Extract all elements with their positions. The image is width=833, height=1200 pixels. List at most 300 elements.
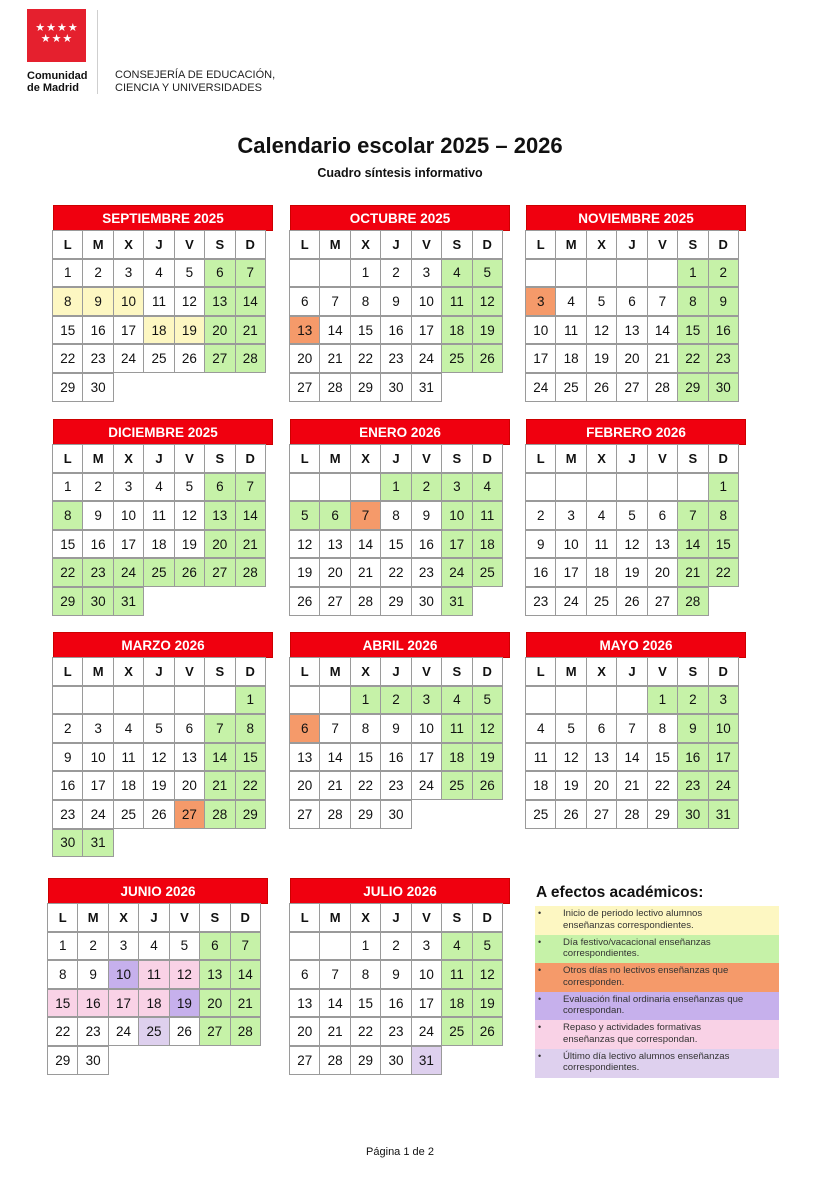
empty-day [616,259,647,288]
day-cell: 23 [525,587,556,616]
weekday-label: M [555,657,586,686]
blank-slot [240,830,271,859]
blank-slot [145,830,176,859]
day-cell: 23 [708,344,739,373]
day-cell: 31 [411,373,442,402]
day-cell: 28 [319,373,350,402]
empty-day [52,686,83,715]
week-row [290,588,510,617]
empty-day [113,686,144,715]
week-row [290,687,510,716]
day-cell: 11 [586,530,617,559]
day-cell: 1 [350,932,381,961]
page-number: Página 1 de 2 [366,1146,434,1158]
blank-slot [140,1047,171,1076]
day-cell: 8 [350,960,381,989]
page-subtitle: Cuadro síntesis informativo [317,166,483,180]
week-row [53,288,273,317]
day-cell: 4 [441,932,472,961]
day-cell: 22 [350,344,381,373]
day-cell: 7 [350,501,381,530]
weekday-label: S [677,230,708,259]
day-cell: 27 [319,587,350,616]
blank-slot [207,588,238,617]
day-cell: 21 [677,558,708,587]
day-cell: 28 [677,587,708,616]
day-cell: 2 [82,473,113,502]
day-cell: 3 [411,259,442,288]
weekday-label: L [525,444,556,473]
day-cell: 13 [174,743,205,772]
day-cell: 24 [555,587,586,616]
day-cell: 27 [586,800,617,829]
day-cell: 27 [174,800,205,829]
day-cell: 11 [143,287,174,316]
week-row [526,559,746,588]
day-cell: 29 [235,800,266,829]
day-cell: 17 [113,316,144,345]
day-cell: 15 [647,743,678,772]
day-cell: 30 [77,1046,108,1075]
empty-day [204,686,235,715]
day-cell: 31 [82,829,113,858]
week-row [48,1018,268,1047]
day-cell: 16 [52,771,83,800]
empty-day [289,686,320,715]
day-cell: 6 [204,473,235,502]
blank-slot [412,801,443,830]
day-cell: 17 [708,743,739,772]
day-cell: 1 [708,473,739,502]
day-cell: 16 [82,530,113,559]
day-cell: 1 [235,686,266,715]
weekday-row [526,658,746,687]
day-cell: 1 [350,686,381,715]
week-row [290,715,510,744]
weekday-label: M [77,903,108,932]
weekday-label: S [204,657,235,686]
legend-item-repaso [535,1020,779,1049]
weekday-label: V [411,657,442,686]
day-cell: 8 [647,714,678,743]
weekday-label: D [472,657,503,686]
day-cell: 1 [350,259,381,288]
day-cell: 26 [472,1017,503,1046]
month-1 [53,205,273,403]
day-cell: 16 [82,316,113,345]
legend-text-line-1: Repaso y actividades formativas [563,1022,702,1034]
day-cell: 12 [169,960,200,989]
day-cell: 8 [47,960,78,989]
weekday-label: V [174,657,205,686]
day-cell: 1 [52,473,83,502]
blank-slot [239,588,270,617]
day-cell: 23 [380,771,411,800]
weekday-label: V [411,903,442,932]
day-cell: 8 [235,714,266,743]
week-row [53,531,273,560]
day-cell: 12 [586,316,617,345]
legend-text-line-2: correspondientes. [563,948,640,960]
week-row [290,317,510,346]
week-row [290,961,510,990]
day-cell: 5 [472,686,503,715]
day-cell: 19 [472,989,503,1018]
day-cell: 24 [441,558,472,587]
day-cell: 31 [411,1046,442,1075]
weekday-label: L [525,230,556,259]
day-cell: 29 [350,800,381,829]
blank-slot [203,1047,234,1076]
day-cell: 10 [708,714,739,743]
day-cell: 31 [441,587,472,616]
weekday-label: M [82,444,113,473]
day-cell: 5 [586,287,617,316]
day-cell: 5 [143,714,174,743]
week-row [526,715,746,744]
day-cell: 6 [289,714,320,743]
week-row [526,772,746,801]
day-cell: 9 [77,960,108,989]
day-cell: 18 [113,771,144,800]
month-title: JULIO 2026 [290,878,510,904]
month-4 [53,419,273,617]
empty-day [525,686,556,715]
month-title: ABRIL 2026 [290,632,510,658]
day-cell: 20 [647,558,678,587]
day-cell: 25 [441,1017,472,1046]
day-cell: 27 [199,1017,230,1046]
day-cell: 14 [230,960,261,989]
day-cell: 26 [143,800,174,829]
day-cell: 19 [586,344,617,373]
legend-item-inicio [535,906,779,935]
day-cell: 5 [616,501,647,530]
blank-slot [442,374,473,403]
day-cell: 8 [677,287,708,316]
legend-text-line-2: enseñanzas que correspondan. [563,1033,698,1045]
week-row [526,260,746,289]
day-cell: 13 [199,960,230,989]
day-cell: 27 [204,344,235,373]
legend-title: A efectos académicos: [536,884,704,901]
week-row [290,531,510,560]
day-cell: 6 [647,501,678,530]
month-title: OCTUBRE 2025 [290,205,510,231]
day-cell: 8 [350,287,381,316]
weekday-label: X [350,657,381,686]
weekday-label: D [235,444,266,473]
day-cell: 13 [647,530,678,559]
day-cell: 16 [677,743,708,772]
day-cell: 10 [411,714,442,743]
weekday-label: J [143,657,174,686]
day-cell: 15 [52,316,83,345]
day-cell: 29 [350,373,381,402]
day-cell: 12 [472,960,503,989]
day-cell: 16 [380,743,411,772]
day-cell: 10 [108,960,139,989]
weekday-label: V [647,657,678,686]
day-cell: 11 [441,714,472,743]
month-title: JUNIO 2026 [48,878,268,904]
day-cell: 20 [204,316,235,345]
day-cell: 20 [204,530,235,559]
day-cell: 22 [350,771,381,800]
blank-slot [709,588,740,617]
day-cell: 13 [289,743,320,772]
weekday-label: M [555,444,586,473]
day-cell: 15 [52,530,83,559]
day-cell: 4 [143,473,174,502]
day-cell: 18 [143,316,174,345]
blank-slot [109,1047,140,1076]
day-cell: 29 [47,1046,78,1075]
empty-day [555,686,586,715]
legend-text-line-2: correspondientes. [563,1062,640,1074]
day-cell: 22 [350,1017,381,1046]
week-row [290,260,510,289]
blank-slot [208,830,239,859]
day-cell: 13 [289,316,320,345]
day-cell: 23 [82,558,113,587]
week-row [48,961,268,990]
day-cell: 13 [289,989,320,1018]
empty-day [647,259,678,288]
month-title: DICIEMBRE 2025 [53,419,273,445]
day-cell: 7 [235,473,266,502]
day-cell: 20 [586,771,617,800]
day-cell: 19 [555,771,586,800]
day-cell: 25 [113,800,144,829]
week-row [290,772,510,801]
day-cell: 28 [230,1017,261,1046]
weekday-label: X [586,657,617,686]
week-row [48,990,268,1019]
day-cell: 6 [174,714,205,743]
day-cell: 31 [708,800,739,829]
week-row [53,502,273,531]
day-cell: 27 [289,373,320,402]
day-cell: 12 [472,714,503,743]
day-cell: 4 [113,714,144,743]
day-cell: 30 [708,373,739,402]
legend-item-no_lectivo [535,963,779,992]
day-cell: 18 [441,743,472,772]
empty-day [525,259,556,288]
day-cell: 1 [677,259,708,288]
weekday-label: L [289,903,320,932]
weekday-label: J [380,903,411,932]
weekday-label: M [555,230,586,259]
day-cell: 2 [380,259,411,288]
day-cell: 26 [472,771,503,800]
day-cell: 22 [52,558,83,587]
day-cell: 10 [525,316,556,345]
month-11 [290,878,510,1076]
day-cell: 3 [441,473,472,502]
day-cell: 28 [647,373,678,402]
day-cell: 20 [319,558,350,587]
day-cell: 7 [204,714,235,743]
day-cell: 14 [319,316,350,345]
day-cell: 19 [143,771,174,800]
day-cell: 19 [472,743,503,772]
day-cell: 15 [677,316,708,345]
day-cell: 16 [380,316,411,345]
month-9 [526,632,746,830]
blank-slot [240,374,271,403]
week-row [290,744,510,773]
month-10 [48,878,268,1076]
empty-day [319,686,350,715]
day-cell: 11 [441,287,472,316]
day-cell: 28 [235,558,266,587]
day-cell: 21 [235,530,266,559]
weekday-row [290,658,510,687]
legend-text-line-1: Último día lectivo alumnos enseñanzas [563,1050,730,1062]
week-row [526,288,746,317]
empty-day [82,686,113,715]
day-cell: 4 [472,473,503,502]
weekday-row [526,445,746,474]
empty-day [350,473,381,502]
day-cell: 6 [586,714,617,743]
day-cell: 21 [204,771,235,800]
day-cell: 3 [411,686,442,715]
day-cell: 9 [380,714,411,743]
week-row [53,474,273,503]
weekday-label: M [82,657,113,686]
weekday-label: S [677,444,708,473]
day-cell: 10 [113,287,144,316]
day-cell: 23 [380,1017,411,1046]
blank-slot [172,1047,203,1076]
day-cell: 21 [235,316,266,345]
empty-day [319,473,350,502]
day-cell: 24 [411,771,442,800]
weekday-label: D [472,444,503,473]
weekday-label: V [169,903,200,932]
weekday-label: S [199,903,230,932]
day-cell: 1 [647,686,678,715]
day-cell: 7 [319,960,350,989]
week-row [53,830,273,859]
day-cell: 15 [350,989,381,1018]
day-cell: 30 [82,373,113,402]
day-cell: 25 [441,344,472,373]
day-cell: 22 [47,1017,78,1046]
day-cell: 23 [77,1017,108,1046]
day-cell: 23 [82,344,113,373]
day-cell: 12 [143,743,174,772]
week-row [53,744,273,773]
bullet-icon: • [538,1022,542,1033]
day-cell: 8 [52,501,83,530]
day-cell: 8 [708,501,739,530]
day-cell: 2 [82,259,113,288]
day-cell: 10 [113,501,144,530]
weekday-label: S [204,444,235,473]
week-row [526,474,746,503]
day-cell: 21 [319,771,350,800]
day-cell: 26 [555,800,586,829]
weekday-row [290,445,510,474]
bullet-icon: • [538,908,542,918]
day-cell: 3 [82,714,113,743]
department-line-2: CIENCIA Y UNIVERSIDADES [115,82,262,94]
week-row [526,374,746,403]
day-cell: 22 [235,771,266,800]
day-cell: 21 [319,344,350,373]
bullet-icon: • [538,1050,542,1061]
week-row [290,933,510,962]
weekday-label: V [647,230,678,259]
day-cell: 26 [472,344,503,373]
day-cell: 2 [380,932,411,961]
comunidad-madrid-logo [27,9,86,62]
weekday-row [53,658,273,687]
empty-day [174,686,205,715]
week-row [290,990,510,1019]
day-cell: 30 [411,587,442,616]
week-row [290,288,510,317]
day-cell: 1 [47,932,78,961]
day-cell: 6 [199,932,230,961]
day-cell: 2 [380,686,411,715]
day-cell: 21 [616,771,647,800]
department-name [115,69,275,95]
week-row [290,1047,510,1076]
day-cell: 17 [82,771,113,800]
day-cell: 14 [319,743,350,772]
day-cell: 12 [472,287,503,316]
day-cell: 14 [204,743,235,772]
blank-slot [474,374,505,403]
day-cell: 2 [411,473,442,502]
day-cell: 10 [411,287,442,316]
day-cell: 6 [289,287,320,316]
weekday-label: J [143,230,174,259]
blank-slot [473,588,504,617]
weekday-label: D [230,903,261,932]
legend-text-line-1: Otros días no lectivos enseñanzas que [563,965,729,977]
day-cell: 6 [319,501,350,530]
day-cell: 4 [143,259,174,288]
legend-item-ultimo [535,1049,779,1078]
legend-text-line-2: corresponden. [563,976,625,988]
day-cell: 13 [319,530,350,559]
week-row [53,801,273,830]
week-row [526,502,746,531]
day-cell: 9 [82,287,113,316]
blank-slot [474,1047,505,1076]
weekday-row [290,904,510,933]
weekday-label: D [708,230,739,259]
blank-slot [114,830,145,859]
logo-name [27,70,88,94]
day-cell: 11 [113,743,144,772]
day-cell: 27 [289,1046,320,1075]
day-cell: 25 [143,558,174,587]
weekday-label: V [647,444,678,473]
empty-day [525,473,556,502]
month-3 [526,205,746,403]
blank-slot [177,830,208,859]
day-cell: 11 [472,501,503,530]
week-row [526,744,746,773]
weekday-label: L [289,444,320,473]
